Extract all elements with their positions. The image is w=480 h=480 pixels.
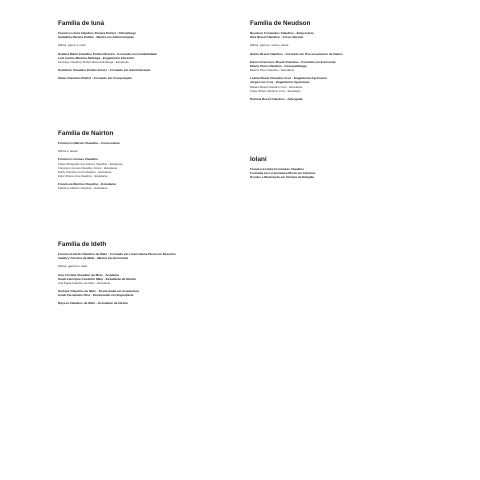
- child-name: Hélsio Brasil Claudino - Formado em Processamento de Dados: [250, 51, 343, 56]
- child-name: Gerlane Claudino de Melo - Doutoranda em Arquitetura: [58, 289, 139, 294]
- child-spouse: Luiz Carlos Moreira Nóbrega - Engenheiro Florestal: [58, 55, 134, 60]
- child-name: Sânio Claudino Pulitot - Formado em Computação: [58, 76, 132, 81]
- head-name: Francisco Nairton Claudino - Comerciante: [58, 141, 120, 145]
- children-header: Filhos, genros, nora e netos:: [250, 43, 290, 48]
- iolani-line: Formada em Licenciatura Plena em Ciências: [250, 171, 316, 176]
- grandchild: Henrique Claudino Pulitot Moreira Nóbrega - Estudante: [58, 60, 129, 65]
- section-title: Família de Iuná: [58, 20, 105, 27]
- grandchild: Kathlene Martins Claudino - Estudante: [58, 185, 108, 190]
- grandchild: Emily Carolina Lima Claudino - Estudante: [58, 169, 112, 174]
- child-name: Solidônio Claudino Pulitot Júnior - Formado em Administração: [58, 68, 151, 73]
- child-spouse: Eliane Pires Claudino - Fonoaudióloga: [250, 64, 307, 69]
- grandchild: Mateus Brasil Claudino Cruz - Estudante: [250, 84, 303, 89]
- child-name: Francisca Martins Claudino - Estudante: [58, 181, 117, 186]
- child-name: Ana Cristina Claudino de Melo - Arquiteta: [58, 272, 119, 277]
- head-name: Francisco Iuná Claudino Pereira Pulitot - Odontólogo: [58, 31, 137, 35]
- grandchild: Ana Paula Claudino de Melo - Estudante: [58, 281, 111, 286]
- family-iuna: [58, 20, 238, 80]
- child-spouse: Jorge Luiz Cruz - Engenheiro Agrônomo: [250, 80, 310, 85]
- family-iolani: [250, 156, 450, 180]
- section-title: Família de Ideth: [58, 241, 107, 248]
- children-header: Filhos e netos:: [58, 149, 79, 154]
- child-name: Patrícia Brasil Claudino - Advogada: [250, 96, 303, 101]
- section-title: Família de Nairton: [58, 130, 114, 137]
- child-spouse: Israel Fernandes Pina - Doutorando em Engenharia: [58, 293, 134, 298]
- grandchild: Felipe Brasil Claudino Cruz - Estudante: [250, 88, 301, 93]
- child-name: Soliana Maria Claudino Pulitot Moreira - Formada em Contabilidade: [58, 51, 158, 56]
- child-name: Rayssa Claudino de Melo - Estudante de Direito: [58, 301, 129, 306]
- family-ideth: [58, 241, 238, 306]
- iolani-line: Sociais e Mestranda em Ciência da Religião: [250, 175, 315, 180]
- child-name: Letícia Brasil Claudino Cruz - Engenheira Agrônoma: [250, 76, 327, 81]
- head-name: Neudson Fernandes Claudino - Empresário: [250, 31, 314, 35]
- head-spouse: Elza Brasil Claudino - Curso Normal: [250, 35, 303, 40]
- child-spouse: Paulo Henrique Coutinho Melo - Estudante de Direito: [58, 276, 136, 281]
- family-neudson: [250, 20, 450, 101]
- grandchild: Erlei Vitória Lima Claudino - Estudante: [58, 173, 108, 178]
- family-nairton: [58, 130, 238, 190]
- child-name: Francisco Gomes Claudino: [58, 157, 99, 162]
- head-spouse: Valdecy Ferreira de Melo - Mestre em Economia: [58, 256, 129, 261]
- head-spouse: Sodalinia Pereira Pulitot - Mestre em Administração: [58, 35, 134, 40]
- child-name: Edson Francisco Brasil Claudino - Formado em Economia: [250, 59, 336, 64]
- section-title: Iolani: [250, 156, 267, 163]
- grandchild: Francisco Gomes Claudino Júnior - Estudante: [58, 165, 118, 170]
- children-header: Filhos, genros e neta:: [58, 264, 88, 269]
- section-title: Família de Neudson: [250, 20, 311, 27]
- grandchild: Felipe Margarido dos Santos Claudino - Estudante: [58, 161, 123, 166]
- head-name: Francisca Ideth Claudino de Melo - Formada em Licenciatura Plena em Desenho: [58, 252, 176, 256]
- children-header: Filhos, genro e neto:: [58, 43, 87, 48]
- grandchild: Beatriz Pires Claudino - Estudante: [250, 68, 295, 73]
- iolani-line: Francisca Iolani Fernandes Claudino: [250, 167, 304, 171]
